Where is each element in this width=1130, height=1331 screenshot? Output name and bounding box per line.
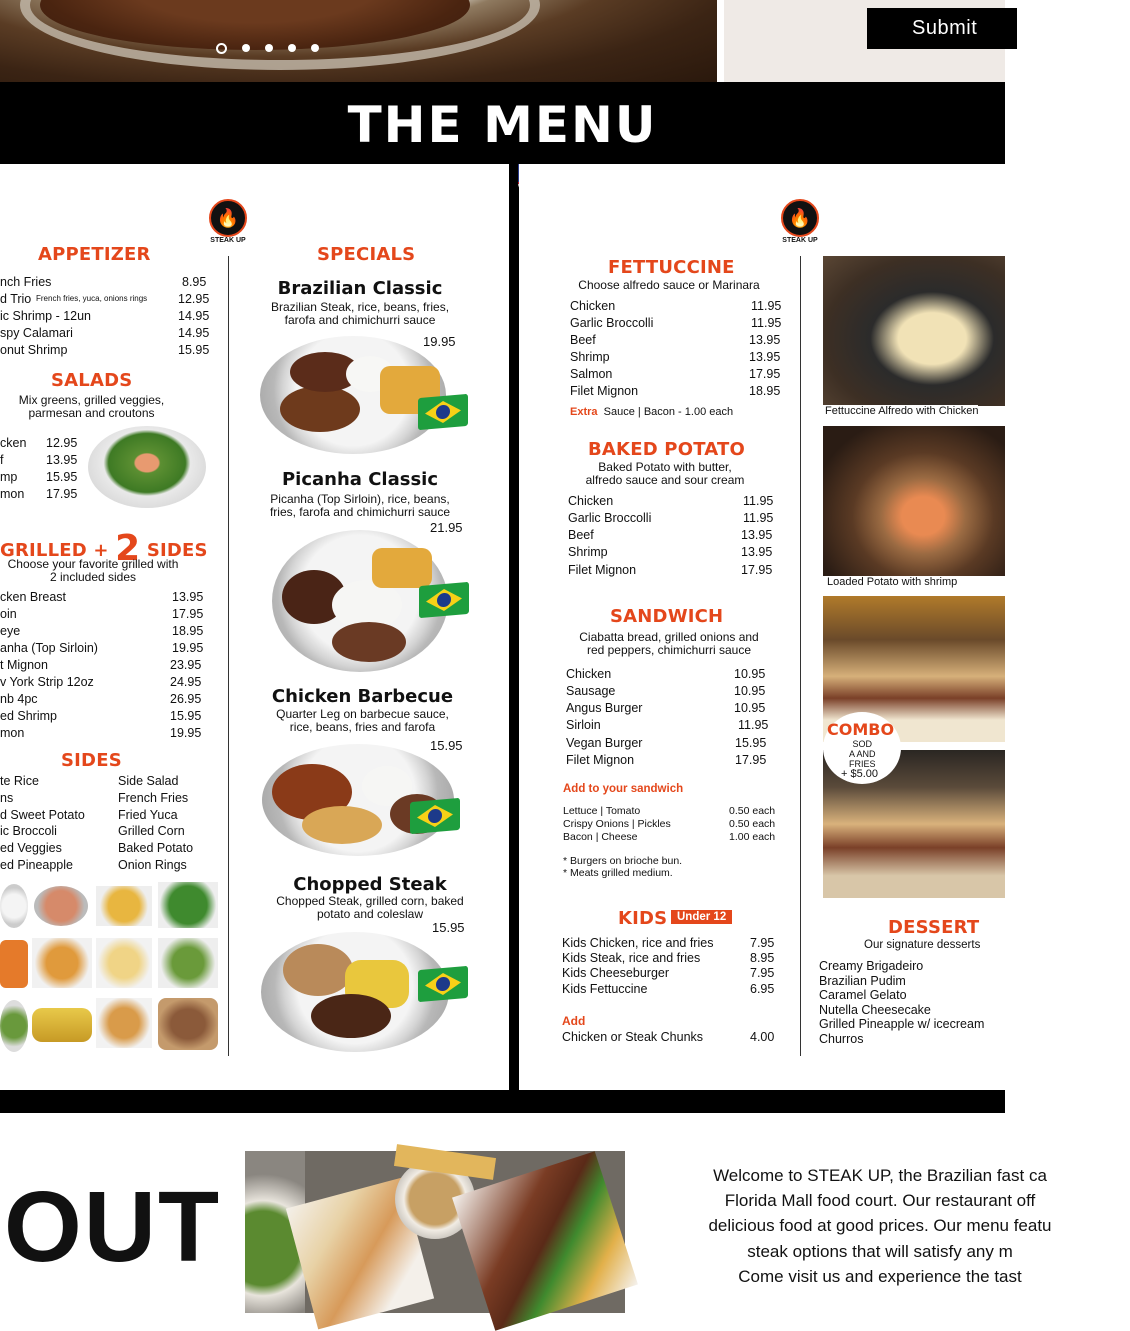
about-text-line: steak options that will satisfy any m xyxy=(747,1242,1013,1261)
steakup-logo-icon: 🔥 xyxy=(781,199,819,237)
kids-heading: KIDS xyxy=(618,908,668,929)
dish-name: Chopped Steak xyxy=(293,874,447,895)
slide-dot-2[interactable] xyxy=(242,44,250,52)
combo-text: SOD A AND FRIES xyxy=(849,739,876,769)
baked-potato-image xyxy=(158,998,218,1050)
baked-potato-heading: BAKED POTATO xyxy=(588,439,745,460)
kids-age-badge: Under 12 xyxy=(671,910,732,924)
slide-dot-5[interactable] xyxy=(311,44,319,52)
broccoli-image xyxy=(158,882,218,928)
grilled-heading: GRILLED + 2 SIDES xyxy=(0,528,208,569)
brazil-flag-icon xyxy=(418,394,468,430)
grilled-corn-image xyxy=(32,1008,92,1042)
sandwich-addons-heading: Add to your sandwich xyxy=(563,783,684,795)
logo-text: STEAK UP xyxy=(210,237,246,244)
submit-button[interactable]: Submit xyxy=(867,8,1017,49)
salads-heading: SALADS xyxy=(51,370,133,391)
dish-price: 15.95 xyxy=(430,738,463,753)
column-divider xyxy=(228,256,229,1056)
fettuccine-extra: Extra Sauce | Bacon - 1.00 each xyxy=(570,406,734,418)
dish-name: Chicken Barbecue xyxy=(271,686,454,707)
sweet-potato-image xyxy=(0,940,28,988)
menu-board-right: 🔥 STEAK UP FETTUCCINE Choose alfredo sauce or Marinara Chicken 11.95 Garlic Broccolli 11.95 Beef 13.95 Shrimp 13.95 Salmon 17.95 Filet Mignon 18.95 Extra Sauce | Bacon - 1.00 each BAKED POTATO Baked Potato with butter, alfredo sauce and sour cream Chicken 11.95 Garlic Broccolli 11.95 Beef 13.95 Shrimp 13.95 Filet Mignon 17.95 SANDWICH Ciabatta bread, grilled onions and red peppers, chimichurri sauce Chicken 10.95 Sausage 10.95 Angus Burger 10.95 Sirloin 11.95 Vegan Burger 15.95 Filet Mignon 17.95 Add to your sandwich Lettuce | Tomato 0.50 each Crispy Onions | Pickles 0.50 each Bacon | Cheese 1.00 each * Burgers on brioche bun. * Meats grilled medium. KIDS Under 12 Kids Chicken, rice and fries 7.95 Kids Steak, rice and fries 8.95 Kids Cheeseburger 7.95 Kids Fettuccine 6.95 Add Chicken or Steak Chunks 4.00 Fettuccine Alfredo with Chicken Loaded Potato with shrimp COMBO SOD A AND FRIES + $5.00 DESSERT Our signature desserts Creamy Brigadeiro Brazilian Pudim Caramel Gelato Nutella Cheesecake Grilled Pineapple w/ icecream Churros xyxy=(519,164,1005,1090)
dish-name: Brazilian Classic xyxy=(277,278,443,299)
onion-rings-image xyxy=(32,938,92,988)
combo-price: + $5.00 xyxy=(841,768,879,780)
dessert-description: Our signature desserts xyxy=(864,939,981,951)
brazil-flag-icon xyxy=(410,798,460,834)
sandwich-note: * Meats grilled medium. xyxy=(563,867,673,879)
appetizer-heading: APPETIZER xyxy=(38,244,151,265)
sides-thumbnails xyxy=(0,880,225,1060)
baked-potato-description: Baked Potato with butter, alfredo sauce and sour cream xyxy=(585,460,745,487)
menu-bottom-band xyxy=(0,1090,1005,1113)
steakup-logo-icon: 🔥 xyxy=(209,199,247,237)
slide-dot-1[interactable] xyxy=(216,43,227,54)
brazilian-classic-plate-image xyxy=(260,336,446,454)
brazil-flag-icon xyxy=(418,966,468,1002)
about-text-line: Florida Mall food court. Our restaurant off xyxy=(724,1191,1036,1210)
sandwich-description: Ciabatta bread, grilled onions and red peppers, chimichurri sauce xyxy=(579,630,759,657)
dish-price: 21.95 xyxy=(430,520,463,535)
sandwich-heading: SANDWICH xyxy=(610,606,724,627)
column-divider xyxy=(800,256,801,1056)
fries-image xyxy=(96,886,152,926)
hero-slideshow[interactable] xyxy=(0,0,717,82)
dish-price: 19.95 xyxy=(423,334,456,349)
fried-yuca-image xyxy=(96,938,152,988)
sandwich-note: * Burgers on brioche bun. xyxy=(563,855,683,867)
photo-caption: Loaded Potato with shrimp xyxy=(825,576,1005,588)
dish-price: 15.95 xyxy=(432,920,465,935)
dessert-heading: DESSERT xyxy=(888,917,980,938)
salads-description: Mix greens, grilled veggies, parmesan and croutons xyxy=(18,393,165,420)
about-text-line: delicious food at good prices. Our menu featu xyxy=(708,1216,1052,1235)
logo-text: STEAK UP xyxy=(782,237,818,244)
slideshow-pagination xyxy=(216,44,319,54)
kids-add-heading: Add xyxy=(562,1014,586,1028)
sides-heading: SIDES xyxy=(61,750,122,771)
combo-badge xyxy=(823,712,901,784)
menu-board-divider xyxy=(509,164,519,1090)
grilled-description: Choose your favorite grilled with 2 included sides xyxy=(7,557,179,584)
fettuccine-description: Choose alfredo sauce or Marinara xyxy=(578,278,760,292)
about-text-line: Come visit us and experience the tast xyxy=(738,1267,1022,1286)
specials-heading: SPECIALS xyxy=(317,244,416,265)
loaded-potato-photo xyxy=(823,426,1005,576)
veggies-image xyxy=(158,938,218,988)
slide-dot-3[interactable] xyxy=(265,44,273,52)
dish-description: Brazilian Steak, rice, beans, fries, farofa and chimichurri sauce xyxy=(270,300,450,327)
dish-description: Chopped Steak, grilled corn, baked potato and coleslaw xyxy=(276,894,464,921)
slide-dot-4[interactable] xyxy=(288,44,296,52)
fettuccine-photo xyxy=(823,256,1005,406)
about-heading: OUT xyxy=(4,1171,222,1283)
photo-caption: Fettuccine Alfredo with Chicken xyxy=(825,405,979,417)
fettuccine-heading: FETTUCCINE xyxy=(608,257,735,278)
salad-bowl-image xyxy=(88,426,206,508)
brazil-flag-icon xyxy=(419,582,469,618)
dish-description: Picanha (Top Sirloin), rice, beans, fries, farofa and chimichurri sauce xyxy=(269,492,451,519)
about-text-line: Welcome to STEAK UP, the Brazilian fast ca xyxy=(713,1166,1047,1185)
dish-description: Quarter Leg on barbecue sauce, rice, beans, fries and farofa xyxy=(276,707,449,734)
menu-title: THE MENU xyxy=(347,96,658,154)
about-food-spread-photo xyxy=(245,1151,625,1313)
grilled-pineapple-image xyxy=(96,998,152,1048)
rice-bowl-image xyxy=(0,884,28,928)
menu-board-left: 🔥 STEAK UP APPETIZER nch Fries 8.95 d Trio French fries, yuca, onions rings 12.95 ic Shrimp - 12un 14.95 spy Calamari 14.95 onut Shrimp 15.95 SALADS Mix greens, grilled veggies, parmesan and croutons cken 12.95 f 13.95 mp 15.95 mon 17.95 GRILLED + 2 SIDES Choose your favorite grilled with 2 included sides cken Breast 13.95 oin 17.95 eye 18.95 anha (Top Sirloin) 19.95 t Mignon 23.95 v York Strip 12oz 24.95 nb 4pc 26.95 ed Shrimp 15.95 mon 19.95 SIDES te Rice Side Salad ns French Fries d Sweet Potato Fried Yuca ic Broccoli Grilled Corn ed Veggies Baked Potato ed Pineapple Onion Rings SPECIALS Brazilian Classic Brazilian Steak, rice, beans, fries, farofa and chimichurri sauce 19.95 Picanha Classic Picanha (Top Sirloin), rice, beans, fries, farofa and chimichurri sauce 21.95 Chicken Barbecue Quarter Leg on barbecue sauce, rice, beans, fries and farofa 15.95 Chopped Steak Chopped Steak, grilled corn, baked potato and coleslaw 15.95 xyxy=(0,164,509,1090)
combo-title: COMBO xyxy=(827,720,895,739)
side-salad-image xyxy=(0,1000,28,1052)
sauce-bowl-image xyxy=(34,886,88,926)
dish-name: Picanha Classic xyxy=(281,469,438,490)
